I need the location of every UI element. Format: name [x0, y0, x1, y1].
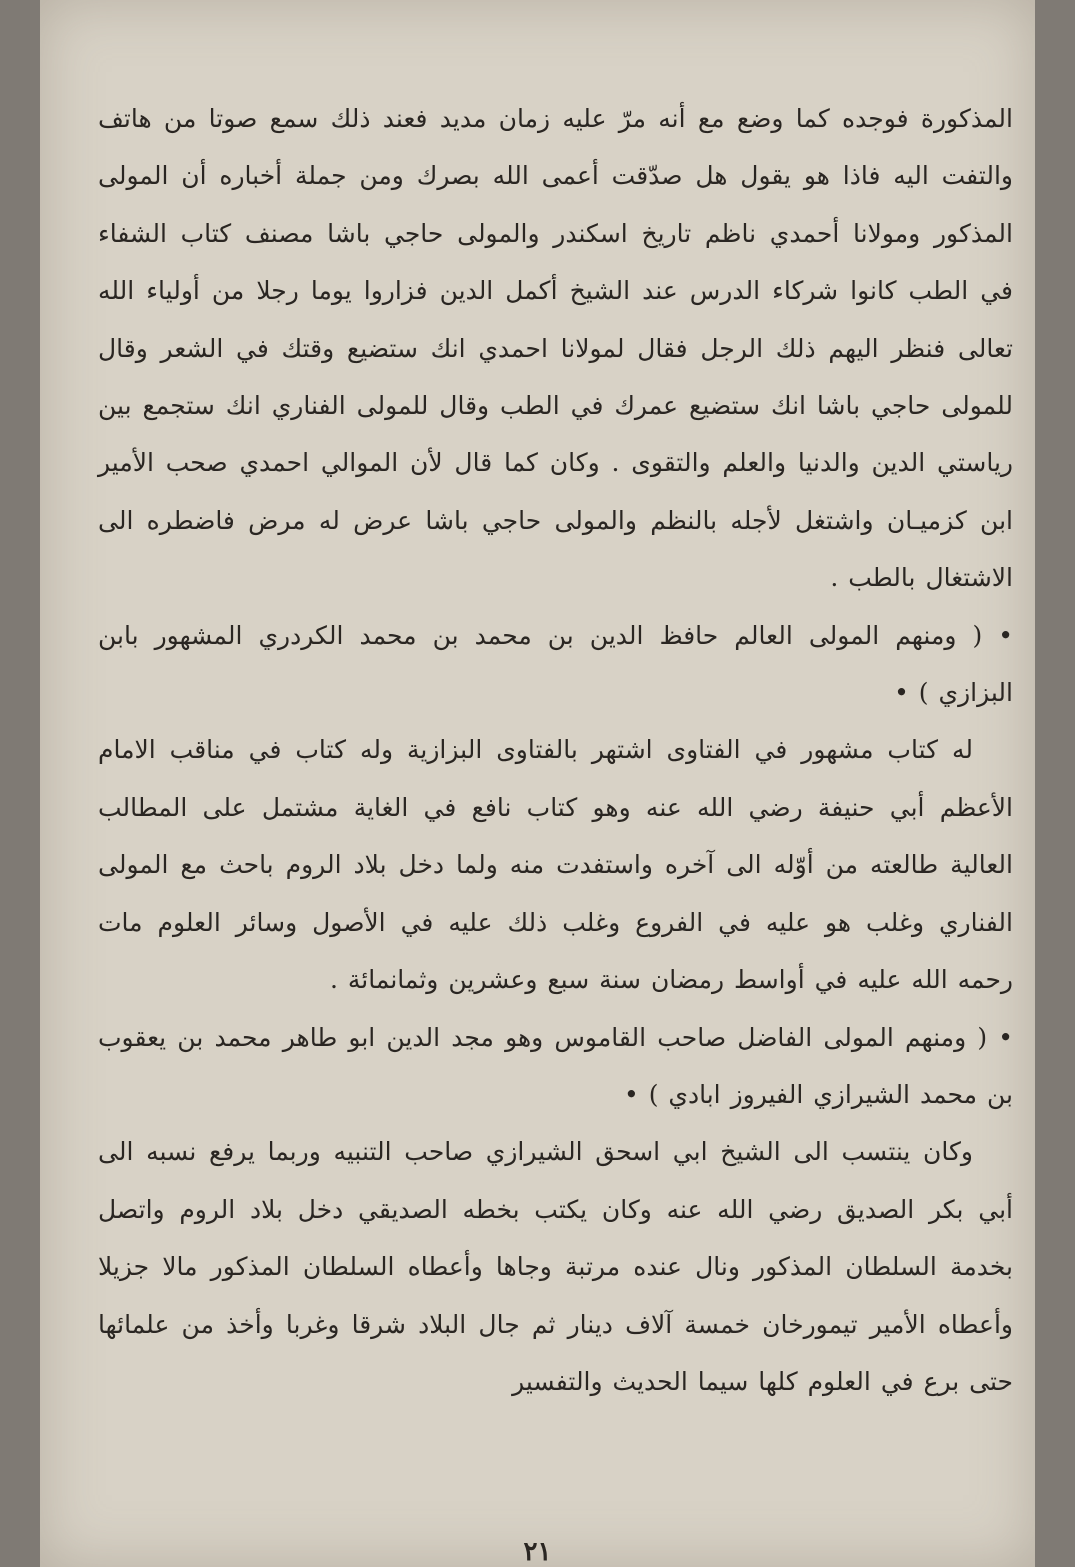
- section-heading-sahib-al-qamus: • ( ومنهم المولى الفاضل صاحب القاموس وهو مجد الدين ابو طاهر محمد بن يعقوب بن محمد الشيرازي الفيروز ابادي ) •: [98, 1022, 1013, 1109]
- paragraph-continuation: المذكورة فوجده كما وضع مع أنه مرّ عليه زمان مديد فعند ذلك سمع صوتا من هاتف والتفت اليه فاذا هو يقول هل صدّقت أعمى الله بصرك ومن جملة أخباره أن المولى المذكور ومولانا أحمدي ناظم تاريخ اسكندر والمولى حاجي باشا مصنف كتاب الشفاء في الطب كانوا شركاء الدرس عند الشيخ أكمل الدين فزاروا يوما رجلا من أولياء الله تعالى فنظر اليهم ذلك الرجل فقال لمولانا احمدي انك ستضيع وقتك في الشعر وقال للمولى حاجي باشا انك ستضيع عمرك في الطب وقال للمولى الفناري انك ستجمع بين رياستي الدين والدنيا والعلم والتقوى . وكان كما قال لأن الموالي احمدي صحب الأمير ابن كزميـان واشتغل لأجله بالنظم والمولى حاجي باشا عرض له مرض فاضطره الى الاشتغال بالطب .: [98, 104, 1013, 593]
- section-heading-ibn-al-bazzazi: • ( ومنهم المولى العالم حافظ الدين بن محمد بن محمد الكردري المشهور بابن البزازي ) •: [98, 620, 1013, 708]
- page-number: ٢١: [523, 1537, 552, 1567]
- paragraph-sahib-al-qamus: وكان ينتسب الى الشيخ ابي اسحق الشيرازي صاحب التنبيه وربما يرفع نسبه الى أبي بكر الصديق رضي الله عنه وكان يكتب بخطه الصديقي دخل بلاد الروم واتصل بخدمة السلطان المذكور ونال عنده مرتبة وجاها وأعطاه السلطان المذكور مالا جزيلا وأعطاه الأمير تيمورخان خمسة آلاف دينار ثم جال البلاد شرقا وغربا وأخذ من علمائها حتى برع في العلوم كلها سيما الحديث والتفسير: [98, 1137, 1013, 1396]
- page-text: [98, 90, 1013, 1410]
- paragraph-ibn-al-bazzazi: له كتاب مشهور في الفتاوى اشتهر بالفتاوى البزازية وله كتاب في مناقب الامام الأعظم أبي حنيفة رضي الله عنه وهو كتاب نافع في الغاية مشتمل على المطالب العالية طالعته من أوّله الى آخره واستفدت منه ولما دخل بلاد الروم باحث مع المولى الفناري وغلب هو عليه في الفروع وغلب ذلك عليه في الأصول وسائر العلوم مات رحمه الله عليه في أواسط رمضان سنة سبع وعشرين وثمانمائة .: [98, 735, 1013, 995]
- book-page: [40, 0, 1035, 1567]
